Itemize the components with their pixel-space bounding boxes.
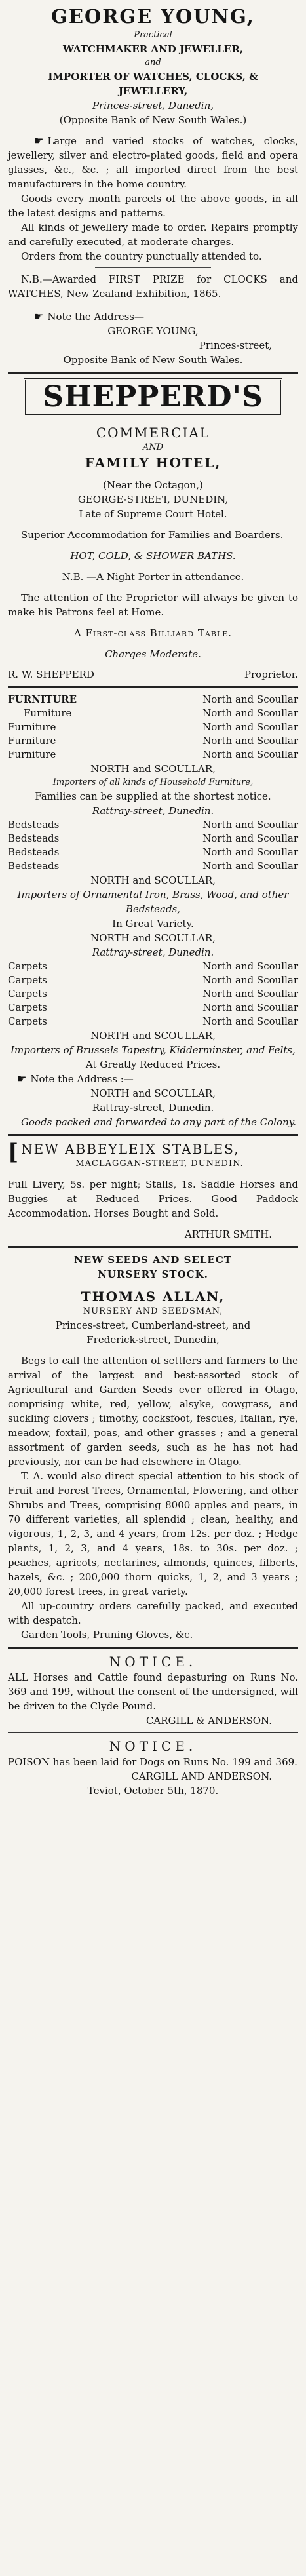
shepperd-charges: Charges Moderate. [105,648,201,660]
notice-1-signature: CARGILL & ANDERSON. [145,1715,272,1727]
young-line-importer: IMPORTER OF WATCHES, CLOCKS, & [48,71,258,83]
allan-trees-paragraph: T. A. would also direct special attention to his stock of Fruit and Forest Trees, Ornamental, Flowering, and other Shrubs and Trees, comprising 8000 apples and pears, in 70 different varieties, all splendid ; clean, healthy, and vigorous, 1, 2, 3, and 4 years, from 12s. per doz. ; Hedge plants, 1, 2, 3, and 4 years, 18s. to 30s. per doz. ; peaches, apricots, nectarines, almonds, quinces, filberts, hazels, &c. ; 200,000 thorn quicks, 1, 2, and 3 years ; 20,000 forest trees, in great variety. [8,1470,298,1597]
carpets-label: Carpets [8,988,47,1000]
pointing-hand-icon: ☛ [17,1072,27,1085]
abbeyleix-bracket: [ [8,1139,19,1165]
allan-heading-2: NURSERY STOCK. [98,1268,208,1280]
column-rule [8,1647,298,1649]
shepperd-attention: The attention of the Proprietor will always be given to make his Patrons feel at Home. [8,592,298,618]
abbeyleix-signature: ARTHUR SMITH. [184,1228,272,1240]
bedsteads-firm-name: NORTH and SCOULLAR, [90,874,216,886]
carpets-prices: At Greatly Reduced Prices. [85,1059,221,1070]
shepperd-and: AND [142,442,164,452]
abbeyleix-body: Full Livery, 5s. per night; Stalls, 1s. Saddle Horses and Buggies at Reduced Prices. Good Paddock Accommodation. Horses Bought and Sold. [8,1179,298,1219]
furniture-label: Furniture [24,707,72,719]
bedsteads-firm: North and Scoullar [202,846,298,858]
notice-1-title: NOTICE. [109,1654,197,1669]
furniture-address: Rattray-street, Dunedin. [92,805,214,817]
north-and-scoullar-advertisement [8,693,298,1129]
column-rule [8,1732,298,1733]
allan-address-2: Frederick-street, Dunedin, [86,1334,220,1346]
scoullar-note-address [8,1072,298,1086]
shepperd-near-octagon: (Near the Octagon,) [103,479,203,491]
column-rule [8,686,298,688]
young-line-address: Princes-street, Dunedin, [92,100,214,111]
allan-role: NURSERY AND SEEDSMAN, [83,1306,223,1316]
abbeyleix-title: [ NEW ABBEYLEIX STABLES, [8,1139,240,1165]
furniture-label: Furniture [8,721,56,733]
notice-2-date: Teviot, October 5th, 1870. [87,1785,219,1797]
shepperd-family-hotel: FAMILY HOTEL, [85,455,221,471]
shepperd-commercial: COMMERCIAL [96,425,210,440]
furniture-firm-name: NORTH and SCOULLAR, [90,763,216,775]
young-line-practical: Practical [134,30,172,40]
young-paragraph-stocks [8,134,298,191]
young-line-jewellery: JEWELLERY, [118,85,188,97]
carpets-firm: North and Scoullar [202,988,298,1000]
shepperd-billiard: A First-class Billiard Table. [73,627,233,639]
allan-seeds-paragraph: Begs to call the attention of settlers and farmers to the arrival of the largest and best-assorted stock of Agricultural and Garden Seeds ever offered in Otago, comprising white, red, yellow, alsyke, cowgrass, and suckling clovers ; timothy, cocksfoot, fescues, Italian, rye, meadow, foxtail, poas, and other grasses ; and a general assortment of garden seeds, such as he has not had previously, nor can be had elsewhere in Otago. [8,1355,298,1468]
shepperd-late-of: Late of Supreme Court Hotel. [79,508,227,520]
bedsteads-variety: In Great Variety. [112,918,194,929]
bedsteads-importers: Importers of Ornamental Iron, Brass, Wood, and other Bedsteads, [17,889,289,915]
shepperd-title: SHEPPERD'S [24,378,282,416]
carpets-label: Carpets [8,1002,47,1013]
young-signature-street: Princes-street, [199,340,272,351]
young-paragraph-stocks-text: Large and varied stocks of watches, clocks, jewellery, silver and electro-plated goods, field and opera glasses, &c., &c. ; all imported direct from the best manufacturers in the home country. [8,135,298,190]
young-line-and: and [145,58,161,68]
furniture-firm: North and Scoullar [202,721,298,733]
young-paragraph-orders: Orders from the country punctually attended to. [21,250,262,262]
shepperds-hotel-advertisement [8,378,298,682]
furniture-firm: North and Scoullar [202,749,298,760]
furniture-firm: North and Scoullar [202,735,298,747]
thomas-allan-advertisement [8,1253,298,1642]
carpets-firm: North and Scoullar [202,960,298,972]
young-line-watchmaker: WATCHMAKER AND JEWELLER, [63,43,243,55]
carpets-label: Carpets [8,1015,47,1027]
shepperd-night-porter: N.B. —A Night Porter in attendance. [62,571,244,583]
young-note-address [8,309,298,324]
furniture-firm: North and Scoullar [202,693,298,705]
carpets-firm: North and Scoullar [202,1015,298,1027]
allan-name: THOMAS ALLAN, [81,1289,225,1304]
young-note-address-text: Note the Address— [47,311,144,322]
bedsteads-firm: North and Scoullar [202,819,298,830]
horses-cattle-notice [8,1653,298,1728]
furniture-families: Families can be supplied at the shortest notice. [35,790,271,802]
scoullar-signature-name: NORTH and SCOULLAR, [90,1087,216,1099]
poison-notice [8,1738,298,1798]
furniture-firm: North and Scoullar [202,707,298,719]
bedsteads-label: Bedsteads [8,819,60,830]
young-paragraph-goods: Goods every month parcels of the above goods, in all the latest designs and patterns. [8,193,298,219]
notice-1-body: ALL Horses and Cattle found depasturing on Runs No. 369 and 199, without the consent of the undersigned, will be driven to the Clyde Pound. [8,1671,298,1712]
young-heading: GEORGE YOUNG, [51,5,255,28]
allan-heading-1: NEW SEEDS AND SELECT [74,1254,232,1266]
shepperd-signature-role: Proprietor. [244,669,298,680]
allan-orders-paragraph: All up-country orders carefully packed, and executed with despatch. [8,1600,298,1626]
shepperd-baths: HOT, COLD, & SHOWER BATHS. [70,550,236,562]
carpets-importers: Importers of Brussels Tapestry, Kidderminster, and Felts, [10,1044,296,1056]
young-signature-name: GEORGE YOUNG, [107,325,199,337]
george-young-advertisement [8,4,298,367]
shepperd-signature-name: R. W. SHEPPERD [8,669,94,680]
scoullar-note-address-text: Note the Address :— [30,1073,134,1085]
column-rule [8,1134,298,1136]
furniture-label: Furniture [8,749,56,760]
pointing-hand-icon: ☛ [34,134,44,147]
shepperd-george-street: GEORGE-STREET, DUNEDIN, [77,494,229,505]
shepperd-accommodation: Superior Accommodation for Families and Boarders. [21,529,284,541]
shepperd-signature [8,668,298,682]
bedsteads-firm-name-2: NORTH and SCOULLAR, [90,932,216,944]
bedsteads-list [8,818,298,873]
bedsteads-label: Bedsteads [8,846,60,858]
notice-2-signature: CARGILL AND ANDERSON. [131,1770,272,1782]
furniture-list [8,693,298,762]
divider [95,267,211,268]
column-rule [8,1246,298,1248]
abbeyleix-stables-advertisement [8,1141,298,1241]
scoullar-signature-street: Rattray-street, Dunedin. [92,1102,214,1114]
allan-tools-paragraph: Garden Tools, Pruning Gloves, &c. [21,1629,193,1641]
scoullar-goods-packed: Goods packed and forwarded to any part of the Colony. [21,1116,297,1128]
furniture-label: FURNITURE [8,693,77,705]
bedsteads-label: Bedsteads [8,860,60,872]
young-nb-prize: N.B.—Awarded FIRST PRIZE for CLOCKS and WATCHES, New Zealand Exhibition, 1865. [8,273,298,300]
carpets-firm: North and Scoullar [202,974,298,986]
allan-address-1: Princes-street, Cumberland-street, and [55,1319,251,1331]
pointing-hand-icon: ☛ [34,310,44,322]
young-signature-opposite: Opposite Bank of New South Wales. [63,354,243,366]
column-rule [8,372,298,374]
furniture-label: Furniture [8,735,56,747]
bedsteads-address: Rattray-street, Dunedin. [92,946,214,958]
bedsteads-label: Bedsteads [8,832,60,844]
carpets-firm: North and Scoullar [202,1002,298,1013]
carpets-label: Carpets [8,974,47,986]
notice-2-body: POISON has been laid for Dogs on Runs No. 199 and 369. [8,1756,297,1768]
carpets-firm-name: NORTH and SCOULLAR, [90,1030,216,1042]
carpets-label: Carpets [8,960,47,972]
bedsteads-firm: North and Scoullar [202,832,298,844]
notice-2-title: NOTICE. [109,1738,197,1754]
young-line-opposite: (Opposite Bank of New South Wales.) [59,114,247,126]
abbeyleix-street: MACLAGGAN-STREET, DUNEDIN. [75,1159,244,1169]
young-paragraph-repairs: All kinds of jewellery made to order. Repairs promptly and carefully executed, at moderate charges. [8,222,298,248]
bedsteads-firm: North and Scoullar [202,860,298,872]
furniture-importers: Importers of all kinds of Household Furniture, [52,777,254,787]
carpets-list [8,960,298,1028]
